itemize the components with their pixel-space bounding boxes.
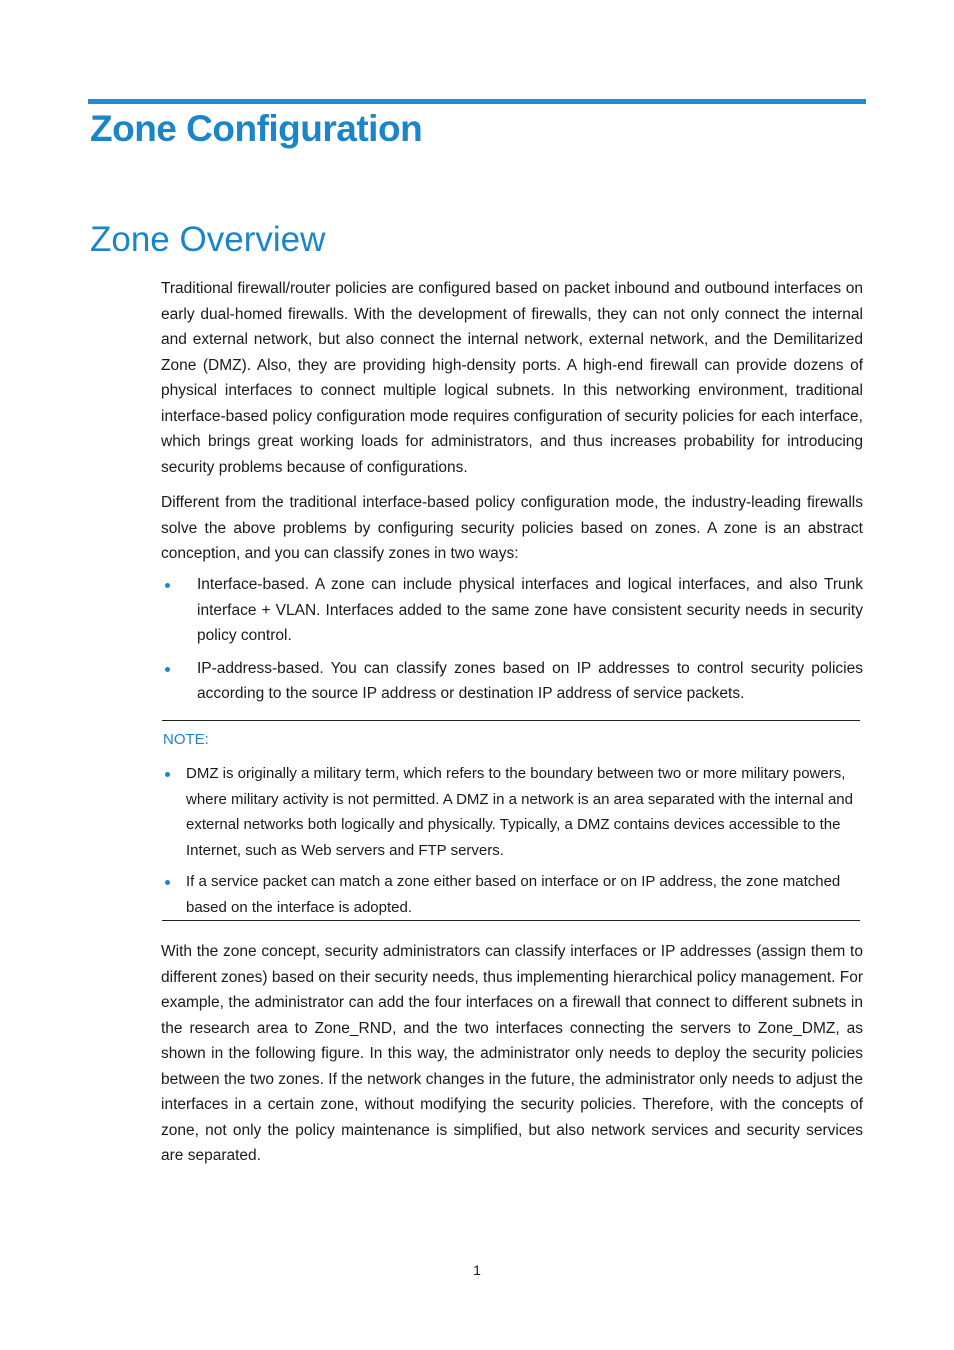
chapter-title: Zone Configuration: [90, 108, 423, 149]
list-item: [161, 656, 863, 707]
note-list: [162, 761, 860, 926]
page-number: 1: [473, 1262, 481, 1278]
intro-paragraph: Traditional firewall/router policies are configured based on packet inbound and outbound interfaces on early dual-homed firewalls. With the development of firewalls, they can not only connect the internal and external network, but also connect the internal network, external network, and the Demilitarized Zone (DMZ). Also, they are providing high-density ports. A high-end firewall can provide dozens of physical interfaces to connect multiple logical subnets. In this networking environment, traditional interface-based policy configuration mode requires configuration of security policies for each interface, which brings great working loads for administrators, and thus increases probability for introducing security problems because of configurations.: [161, 280, 863, 476]
bullet-icon: [165, 583, 170, 588]
zone-definition-paragraph: Different from the traditional interface-based policy configuration mode, the industry-leading firewalls solve the above problems by configuring security policies based on zones. A zone is an abstract conception, and you can classify zones in two ways:: [161, 494, 863, 562]
bullet-icon: [165, 667, 170, 672]
note-item: [162, 869, 860, 920]
bullet-icon: [165, 772, 170, 777]
section-title: Zone Overview: [90, 220, 326, 259]
note-box: [162, 720, 860, 921]
note-item-text: DMZ is originally a military term, which refers to the boundary between two or more military powers, where military activity is not permitted. A DMZ in a network is an area separated with the internal and external networks both logically and physically. Typically, a DMZ contains devices accessible to the Internet, such as Web servers and FTP servers.: [186, 765, 853, 859]
list-item-text: IP-address-based. You can classify zones based on IP addresses to control security policies according to the source IP address or destination IP address of service packets.: [197, 659, 863, 702]
note-item: [162, 761, 860, 863]
zone-concept-paragraph: With the zone concept, security administrators can classify interfaces or IP addresses (assign them to different zones) based on their security needs, thus implementing hierarchical policy management. For example, the administrator can add the four interfaces on a firewall that connect to different subnets in the research area to Zone_RND, and the two interfaces connecting the servers to Zone_DMZ, as shown in the following figure. In this way, the administrator only needs to deploy the security policies between the two zones. If the network changes in the future, the administrator only needs to adjust the interfaces in a certain zone, without modifying the security policies. Therefore, with the concepts of zone, not only the policy maintenance is simplified, but also network services and security services are separated.: [161, 943, 863, 1164]
note-item-text: If a service packet can match a zone either based on interface or on IP address, the zone matched based on the interface is adopted.: [186, 873, 841, 916]
bullet-icon: [165, 880, 170, 885]
zone-classification-list: [161, 572, 863, 714]
chapter-header-rule: [88, 99, 866, 104]
list-item-text: Interface-based. A zone can include physical interfaces and logical interfaces, and also Trunk interface + VLAN. Interfaces added to the same zone have consistent security needs in security policy control.: [197, 576, 863, 644]
note-label: NOTE:: [163, 731, 209, 748]
list-item: [161, 572, 863, 649]
